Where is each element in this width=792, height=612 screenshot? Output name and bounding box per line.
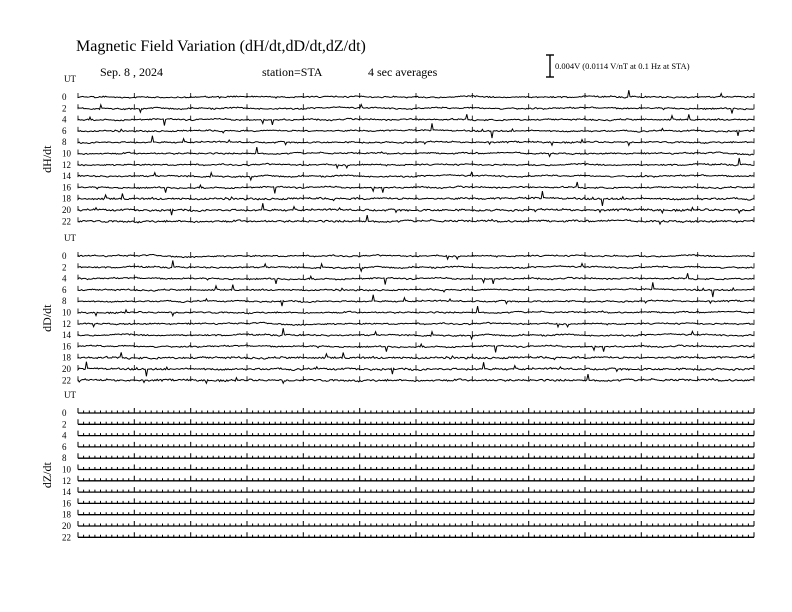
date-label: Sep. 8 , 2024 (100, 65, 163, 79)
scale-bar (546, 55, 554, 77)
minute-ticks (78, 498, 754, 503)
row-label-22: 22 (62, 375, 71, 386)
row-label-20: 20 (62, 364, 71, 374)
row-label-4: 4 (62, 273, 67, 284)
row-label-4: 4 (62, 430, 67, 441)
minute-ticks (78, 408, 754, 413)
row-label-16: 16 (62, 341, 71, 352)
row-label-22: 22 (62, 216, 71, 227)
row-label-0: 0 (62, 408, 67, 418)
row-label-12: 12 (62, 318, 71, 329)
time-axis-label: UT (64, 74, 76, 84)
time-axis-label: UT (64, 390, 76, 400)
row-label-10: 10 (62, 307, 71, 318)
row-label-2: 2 (62, 419, 67, 430)
panel-ylabel: dZ/dt (40, 462, 54, 489)
row-label-22: 22 (62, 532, 71, 543)
time-axis-label: UT (64, 233, 76, 243)
row-label-0: 0 (62, 251, 67, 261)
panel-dzdt (40, 390, 754, 542)
row-label-8: 8 (62, 453, 67, 464)
scale-bar-label: 0.004V (0.0114 V/nT at 0.1 Hz at STA) (555, 61, 690, 71)
station-label: station=STA (262, 65, 323, 79)
row-label-6: 6 (62, 125, 67, 136)
row-label-14: 14 (62, 330, 71, 341)
row-label-16: 16 (62, 182, 71, 193)
minute-ticks (78, 487, 754, 492)
row-label-16: 16 (62, 498, 71, 509)
row-label-10: 10 (62, 148, 71, 159)
row-label-6: 6 (62, 284, 67, 295)
row-label-2: 2 (62, 262, 67, 273)
minute-ticks (78, 453, 754, 458)
hour-ticks (78, 263, 754, 268)
minute-ticks (78, 465, 754, 470)
row-label-18: 18 (62, 193, 71, 204)
row-label-18: 18 (62, 509, 71, 520)
row-label-0: 0 (62, 92, 67, 102)
minute-ticks (78, 532, 754, 537)
row-label-20: 20 (62, 521, 71, 531)
chart-title: Magnetic Field Variation (dH/dt,dD/dt,dZ/dt) (76, 38, 366, 55)
row-label-18: 18 (62, 352, 71, 363)
row-label-20: 20 (62, 205, 71, 215)
panel-dddt (40, 233, 754, 385)
minute-ticks (78, 431, 754, 436)
row-label-8: 8 (62, 137, 67, 148)
panel-ylabel: dH/dt (40, 145, 54, 173)
panel-ylabel: dD/dt (40, 304, 54, 332)
row-label-2: 2 (62, 103, 67, 114)
minute-ticks (78, 476, 754, 481)
row-label-14: 14 (62, 487, 71, 498)
minute-ticks (78, 419, 754, 424)
minute-ticks (78, 510, 754, 515)
panel-dhdt (40, 74, 754, 226)
row-label-4: 4 (62, 114, 67, 125)
minute-ticks (78, 521, 754, 526)
row-label-10: 10 (62, 464, 71, 475)
row-label-14: 14 (62, 171, 71, 182)
row-label-12: 12 (62, 159, 71, 170)
row-label-8: 8 (62, 296, 67, 307)
row-label-6: 6 (62, 441, 67, 452)
row-label-12: 12 (62, 475, 71, 486)
averaging-label: 4 sec averages (368, 65, 438, 79)
minute-ticks (78, 442, 754, 447)
